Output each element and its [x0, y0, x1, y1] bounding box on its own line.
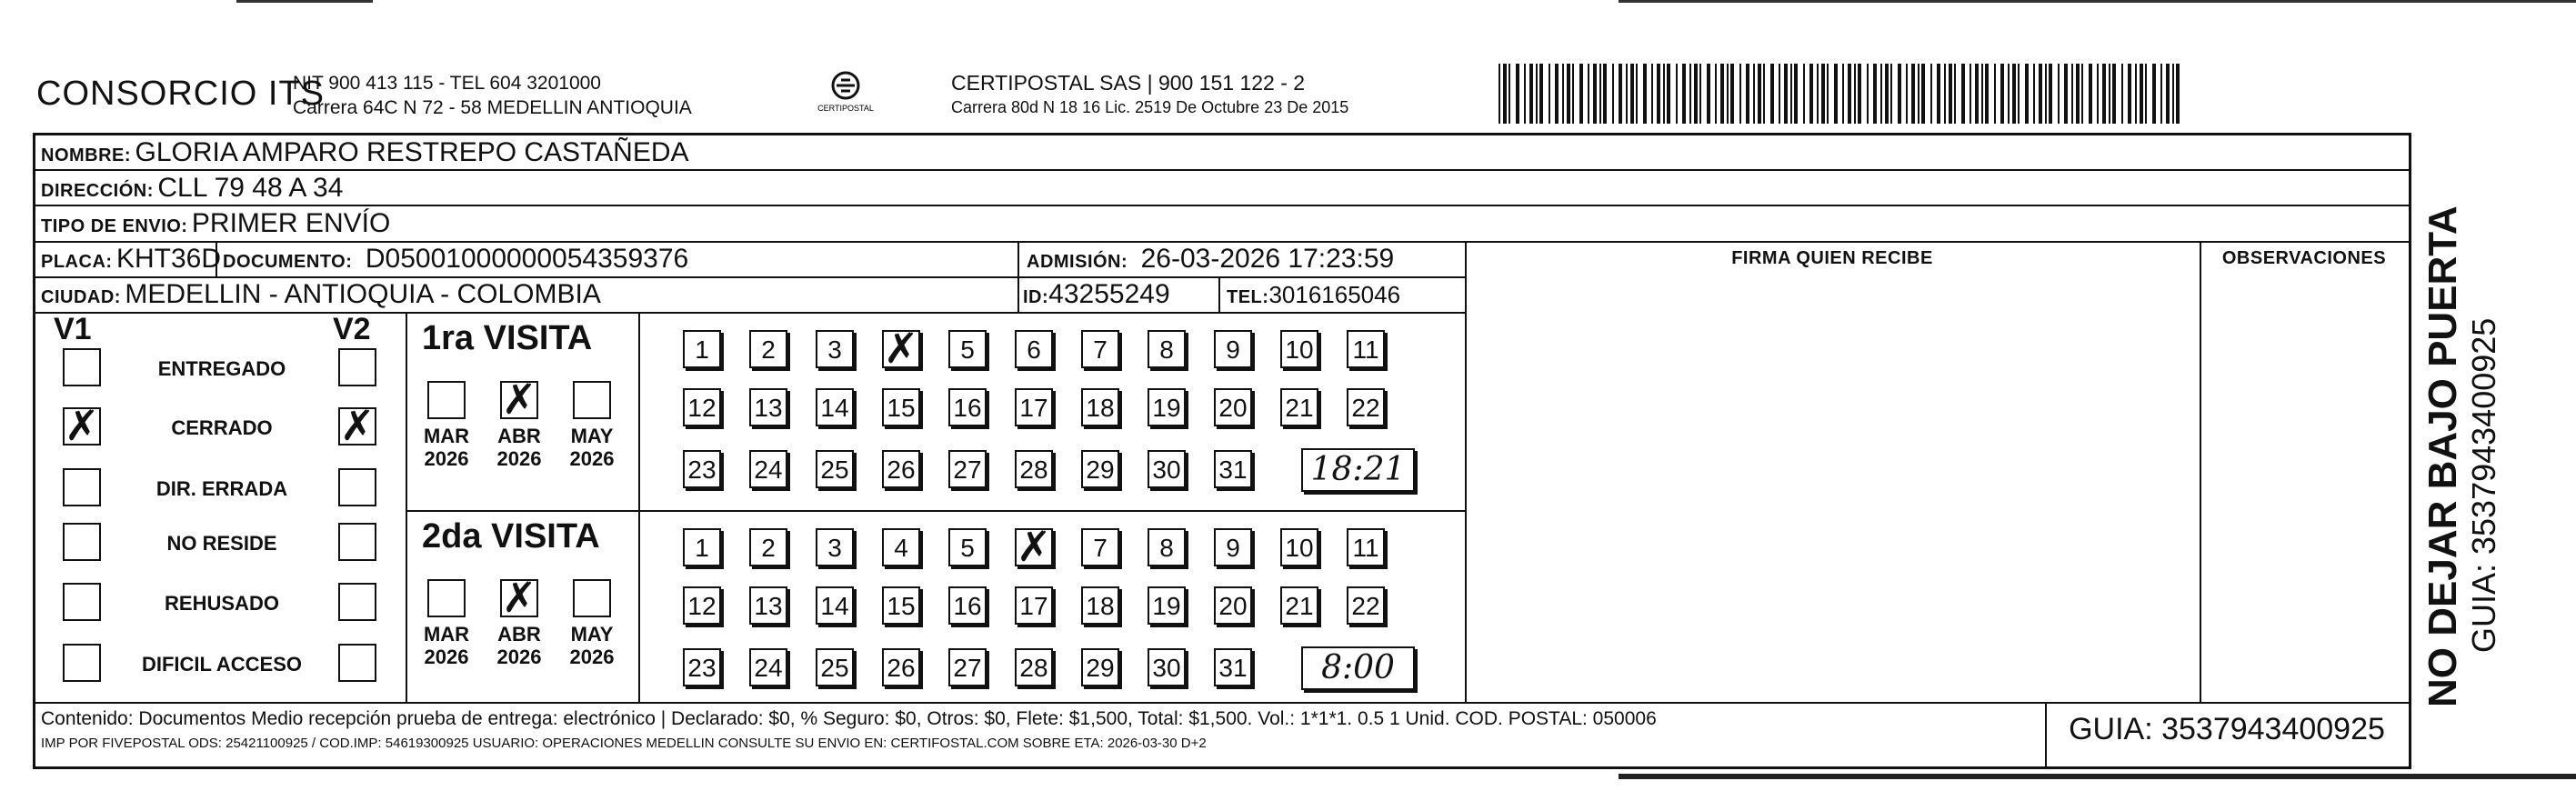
month-name: MAY: [570, 623, 614, 646]
month-checkbox[interactable]: [573, 579, 611, 617]
day-box[interactable]: 22: [1347, 388, 1385, 426]
day-box[interactable]: 8: [1148, 528, 1186, 566]
day-box[interactable]: 17: [1015, 388, 1053, 426]
day-box[interactable]: 2: [749, 330, 787, 368]
day-box[interactable]: 18: [1081, 586, 1119, 625]
day-box[interactable]: 13: [749, 388, 787, 426]
status-label: REHUSADO: [165, 592, 279, 615]
day-box[interactable]: 24: [749, 450, 787, 488]
company-name: CONSORCIO ITS: [36, 75, 326, 113]
v2-checkbox[interactable]: [338, 401, 376, 450]
day-box[interactable]: 26: [882, 648, 920, 686]
day-box[interactable]: 31: [1214, 648, 1252, 686]
month-checkbox[interactable]: [573, 381, 611, 419]
month-year: 2026: [569, 447, 615, 470]
plate-label: PLACA:: [41, 252, 113, 272]
status-label: DIR. ERRADA: [155, 477, 288, 500]
day-box[interactable]: 20: [1214, 586, 1252, 625]
status-label: DIFICIL ACCESO: [141, 653, 302, 676]
month-label: [490, 623, 548, 668]
admission-value: 26-03-2026 17:23:59: [1140, 244, 1395, 274]
day-box[interactable]: 11: [1347, 330, 1385, 368]
day-box[interactable]: 28: [1015, 450, 1053, 488]
day-box[interactable]: 9: [1214, 528, 1252, 566]
day-box[interactable]: 12: [683, 388, 721, 426]
day-box[interactable]: 21: [1280, 388, 1318, 426]
day-box[interactable]: 28: [1015, 648, 1053, 686]
plate-value: KHT36D: [116, 244, 222, 274]
tel-value: 3016165046: [1268, 281, 1401, 308]
month-checkbox[interactable]: [500, 573, 538, 622]
month-year: 2026: [424, 646, 469, 668]
city-label: CIUDAD:: [41, 287, 121, 307]
day-box[interactable]: 29: [1081, 450, 1119, 488]
v1-checkbox[interactable]: [63, 348, 101, 386]
day-box[interactable]: 25: [816, 648, 854, 686]
document-field: [223, 244, 688, 275]
month-label: [417, 425, 476, 470]
day-box[interactable]: [882, 324, 920, 373]
day-box[interactable]: 13: [749, 586, 787, 625]
day-box[interactable]: 16: [948, 586, 987, 625]
month-name: ABR: [497, 425, 541, 447]
tel-label: TEL:: [1227, 287, 1269, 307]
month-label: [417, 623, 476, 668]
time-box[interactable]: [1301, 646, 1415, 690]
status-label: NO RESIDE: [166, 532, 277, 555]
scan-edge-top: [1619, 0, 2576, 3]
month-checkbox[interactable]: [500, 375, 538, 424]
check-mark-icon: ✗: [501, 375, 537, 424]
document-label: DOCUMENTO:: [223, 252, 353, 272]
day-box[interactable]: 5: [948, 330, 987, 368]
month-year: 2026: [496, 646, 542, 668]
day-box[interactable]: 31: [1214, 450, 1252, 488]
day-box[interactable]: 14: [816, 388, 854, 426]
day-box[interactable]: 7: [1081, 528, 1119, 566]
day-box[interactable]: 3: [816, 330, 854, 368]
day-box[interactable]: 9: [1214, 330, 1252, 368]
plate-field: [41, 244, 221, 275]
day-box[interactable]: 15: [882, 586, 920, 625]
day-box[interactable]: 16: [948, 388, 987, 426]
company-address: Carrera 64C N 72 - 58 MEDELLIN ANTIOQUIA: [293, 97, 692, 118]
day-box[interactable]: 8: [1148, 330, 1186, 368]
id-label: ID:: [1023, 287, 1049, 307]
side-guia: GUIA: 3537943400925: [2465, 317, 2502, 653]
day-box[interactable]: 27: [948, 450, 987, 488]
name-row: [41, 137, 689, 168]
company-nit: NIT 900 413 115 - TEL 604 3201000: [293, 73, 601, 94]
day-box[interactable]: 21: [1280, 586, 1318, 625]
footer-imp: IMP POR FIVEPOSTAL ODS: 25421100925 / COD.IMP: 54619300925 USUARIO: OPERACIONES MEDELLIN CONSULTE SU ENVIO EN: CERTIFOSTAL.COM SOBRE ETA: 2026-03-30 D+2: [41, 736, 1207, 751]
day-box[interactable]: 30: [1148, 450, 1186, 488]
v2-checkbox[interactable]: [338, 348, 376, 386]
month-label: [563, 623, 621, 668]
footer-guia: GUIA: 3537943400925: [2069, 712, 2385, 746]
v1-header: V1: [54, 312, 92, 346]
day-box[interactable]: 12: [683, 586, 721, 625]
day-box[interactable]: 25: [816, 450, 854, 488]
company-info: [293, 71, 692, 120]
handwritten-time: 8:00: [1321, 649, 1395, 686]
check-mark-icon: ✗: [64, 401, 100, 450]
month-label: [490, 425, 548, 470]
check-mark-icon: ✗: [1016, 522, 1052, 571]
day-box[interactable]: 22: [1347, 586, 1385, 625]
month-name: MAR: [423, 623, 470, 646]
day-box[interactable]: 17: [1015, 586, 1053, 625]
day-box[interactable]: 7: [1081, 330, 1119, 368]
month-name: ABR: [497, 623, 541, 646]
shipping-type: PRIMER ENVÍO: [191, 208, 391, 238]
recipient-name: GLORIA AMPARO RESTREPO CASTAÑEDA: [135, 137, 689, 167]
observations-header: OBSERVACIONES: [2221, 248, 2387, 268]
day-box[interactable]: 1: [683, 528, 721, 566]
admission-field: [1027, 244, 1394, 275]
barcode: [1498, 64, 2182, 124]
day-box[interactable]: 15: [882, 388, 920, 426]
day-box[interactable]: 2: [749, 528, 787, 566]
day-box[interactable]: 5: [948, 528, 987, 566]
address-row: [41, 173, 343, 204]
day-box[interactable]: 14: [816, 586, 854, 625]
month-year: 2026: [569, 646, 615, 668]
recipient-address: CLL 79 48 A 34: [157, 173, 344, 203]
day-box[interactable]: 3: [816, 528, 854, 566]
day-box[interactable]: 24: [749, 648, 787, 686]
day-box[interactable]: 26: [882, 450, 920, 488]
v2-checkbox[interactable]: [338, 644, 376, 682]
day-box[interactable]: 23: [683, 648, 721, 686]
day-box[interactable]: 30: [1148, 648, 1186, 686]
month-label: [563, 425, 621, 470]
day-box[interactable]: 10: [1280, 528, 1318, 566]
scan-edge-bottom: [1619, 774, 2576, 779]
footer-contents: Contenido: Documentos Medio recepción prueba de entrega: electrónico | Declarado: $0, % Seguro: $0, Otros: $0, Flete: $1,500, Total: $1,500. Vol.: 1*1*1. 0.5 1 Unid. COD. POSTAL: 050006: [41, 708, 1657, 729]
month-name: MAY: [570, 425, 614, 447]
day-box[interactable]: 1: [683, 330, 721, 368]
scan-mark: [236, 0, 373, 3]
day-box[interactable]: 6: [1015, 330, 1053, 368]
day-box[interactable]: [1015, 522, 1053, 571]
handwritten-time: 18:21: [1310, 451, 1406, 488]
v2-checkbox[interactable]: [338, 468, 376, 506]
check-mark-icon: ✗: [883, 324, 919, 373]
status-label: CERRADO: [171, 416, 273, 439]
visit-title: 1ra VISITA: [422, 319, 593, 357]
month-checkbox[interactable]: [427, 381, 466, 419]
carrier-address: Carrera 80d N 18 16 Lic. 2519 De Octubre 23 De 2015: [951, 98, 1349, 116]
v2-checkbox[interactable]: [338, 583, 376, 621]
day-box[interactable]: 27: [948, 648, 987, 686]
tel-field: [1227, 281, 1400, 309]
svg-text:CERTIPOSTAL: CERTIPOSTAL: [817, 104, 874, 113]
delivery-form: [33, 133, 2411, 769]
day-box[interactable]: 4: [882, 528, 920, 566]
day-box[interactable]: 11: [1347, 528, 1385, 566]
day-box[interactable]: 10: [1280, 330, 1318, 368]
day-box[interactable]: 19: [1148, 586, 1186, 625]
no-dejar-warning: NO DEJAR BAJO PUERTA: [2421, 205, 2465, 707]
day-box[interactable]: 20: [1214, 388, 1252, 426]
day-box[interactable]: 19: [1148, 388, 1186, 426]
name-label: NOMBRE:: [41, 145, 132, 165]
v1-checkbox[interactable]: [63, 468, 101, 506]
v2-header: V2: [333, 312, 371, 346]
v1-checkbox[interactable]: [63, 401, 101, 450]
carrier-info: [951, 71, 1348, 120]
month-year: 2026: [496, 447, 542, 470]
v1-checkbox[interactable]: [63, 644, 101, 682]
day-box[interactable]: 29: [1081, 648, 1119, 686]
status-label: ENTREGADO: [157, 357, 286, 380]
city-value: MEDELLIN - ANTIOQUIA - COLOMBIA: [125, 279, 601, 309]
signature-header: FIRMA QUIEN RECIBE: [1731, 248, 1933, 268]
certipostal-logo: [814, 69, 877, 120]
id-value: 43255249: [1048, 279, 1170, 309]
month-name: MAR: [423, 425, 470, 447]
time-box[interactable]: [1301, 448, 1415, 492]
side-label: [2421, 205, 2502, 707]
day-box[interactable]: 23: [683, 450, 721, 488]
v1-checkbox[interactable]: [63, 523, 101, 561]
visit-title: 2da VISITA: [422, 517, 600, 556]
month-year: 2026: [424, 447, 469, 470]
day-box[interactable]: 18: [1081, 388, 1119, 426]
carrier-name: CERTIPOSTAL SAS | 900 151 122 - 2: [951, 71, 1306, 95]
admission-label: ADMISIÓN:: [1027, 252, 1128, 272]
month-checkbox[interactable]: [427, 579, 466, 617]
shipping-type-label: TIPO DE ENVIO:: [41, 216, 188, 236]
check-mark-icon: ✗: [501, 573, 537, 622]
id-field: [1023, 279, 1170, 310]
v1-checkbox[interactable]: [63, 583, 101, 621]
city-field: [41, 279, 601, 310]
check-mark-icon: ✗: [339, 401, 376, 450]
address-label: DIRECCIÓN:: [41, 181, 154, 201]
v2-checkbox[interactable]: [338, 523, 376, 561]
shipping-type-row: [41, 208, 390, 239]
document-value: D05001000000054359376: [365, 244, 689, 274]
